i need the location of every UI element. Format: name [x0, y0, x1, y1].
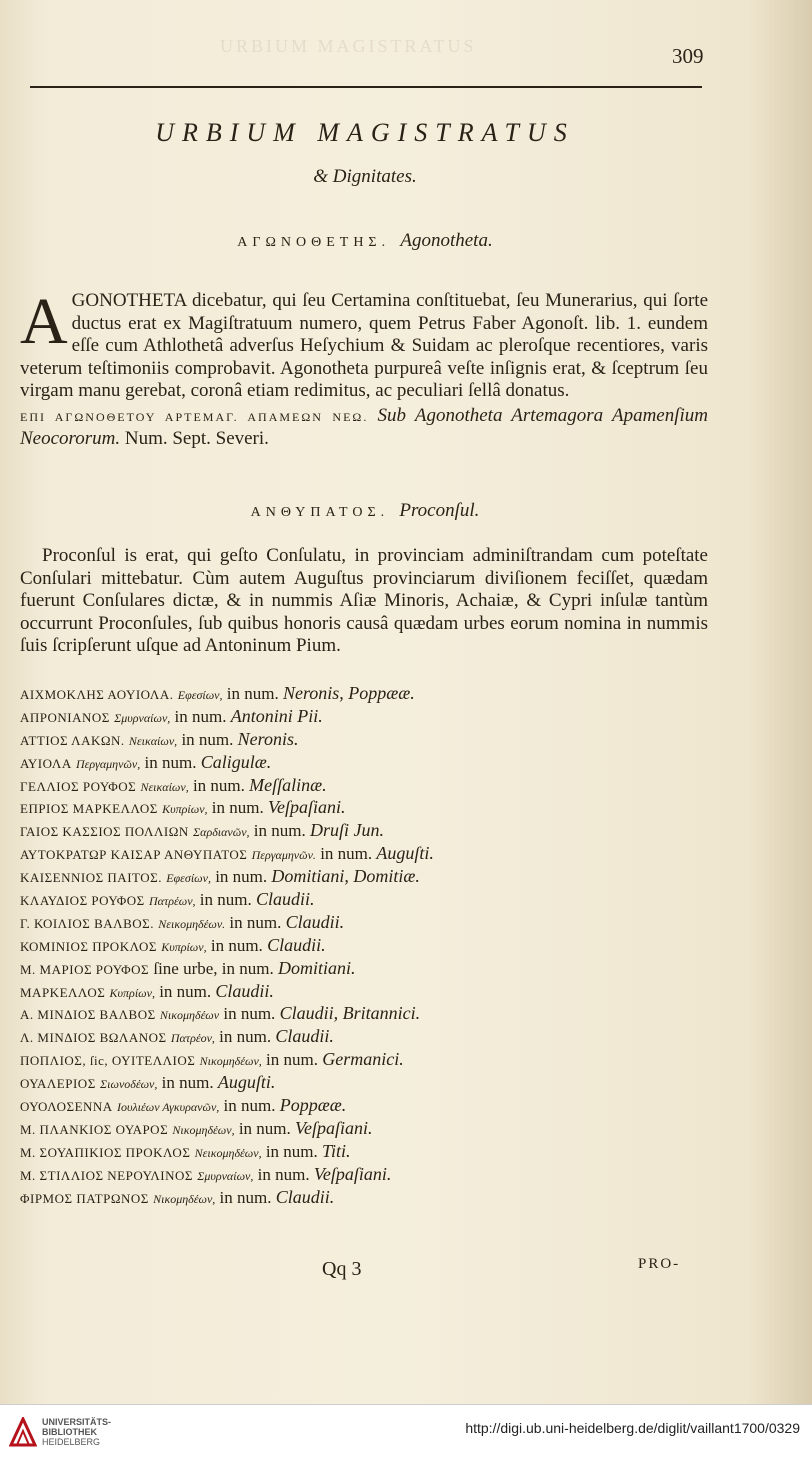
list-item: ΟΥΑΛΕΡΙΟΣ Σιωνοδέων, in num. Auguſti.: [20, 1072, 276, 1093]
list-item: ΑΥΤΟΚΡΑΤΩΡ ΚΑΙΣΑΡ ΑΝΘΥΠΑΤΟΣ Περγαμηνῶν. in num. Auguſti.: [20, 843, 434, 864]
list-item: ΑΙΧΜΟΚΛΗΣ ΑΟΥΙΟΛΑ. Εφεσίων, in num. Neronis, Poppææ.: [20, 683, 415, 703]
section-heading-agonotheta: [0, 230, 730, 252]
list-item: Μ. ΜΑΡΙΟΣ ΡΟΥΦΟΣ ſine urbe, in num. Domitiani.: [20, 957, 356, 978]
show-through-text: URBIUM MAGISTRATUS: [220, 36, 477, 56]
drop-cap: A: [20, 285, 68, 358]
catchword: PRO-: [638, 1256, 681, 1272]
citation-tail: Num. Sept. Severi.: [124, 428, 269, 449]
header-rule: [30, 86, 702, 88]
coin-list: [20, 683, 720, 1209]
list-item: Μ. ΣΟΥΑΠΙΚΙΟΣ ΠΡΟΚΛΟΣ Νεικομηδέων, in num. Titi.: [20, 1140, 351, 1161]
heading-latin: Proconſul.: [399, 500, 480, 521]
list-item: ΟΥΟΛΟΣΕΝΝΑ Ιουλιέων Αγκυρανῶν, in num. Poppææ.: [20, 1095, 347, 1116]
heading-latin: Agonotheta.: [400, 230, 493, 251]
university-logo-icon[interactable]: [9, 1417, 37, 1447]
list-item: ΦΙΡΜΟΣ ΠΑΤΡΩΝΟΣ Νικομηδέων, in num. Claudii.: [20, 1186, 335, 1207]
page-title: URBIUM MAGISTRATUS: [155, 118, 575, 147]
paragraph-text: GONOTHETA dicebatur, qui ſeu Certamina conſtituebat, ſeu Munerarius, qui ſorte ductus erat ex Magiſtratuum numero, quem Petrus Faber Agonoſt. lib. 1. eundem eſſe cum Athlothetâ adverſus Heſychium & Suidam ac pleroſque recentiores, varis veterum teſtimoniis comprobavit. Agonotheta purpureâ veſte inſignis erat, & ſceptrum ſeu virgam manu gerebat, coronâ etiam redimitus, ac peculiari ſellâ donatus.: [20, 290, 708, 401]
citation: [20, 405, 708, 451]
list-item: ΚΑΙΣΕΝΝΙΟΣ ΠΑΙΤΟΣ. Εφεσίων, in num. Domitiani, Domitiæ.: [20, 866, 420, 887]
list-item: ΓΕΛΛΙΟΣ ΡΟΥΦΟΣ Νεικαίων, in num. Meſſalinæ.: [20, 774, 327, 795]
list-item: ΜΑΡΚΕΛΛΟΣ Κυπρίων, in num. Claudii.: [20, 980, 274, 1001]
signature-mark: Qq 3: [322, 1258, 362, 1280]
citation-greek: ΕΠΙ ΑΓΩΝΟΘΕΤΟΥ ΑΡΤΕΜΑΓ. ΑΠΑΜΕΩΝ ΝΕΩ.: [20, 409, 369, 424]
list-item: ΑΥΙΟΛΑ Περγαμηνῶν, in num. Caligulæ.: [20, 751, 272, 772]
list-item: Γ. ΚΟΙΛΙΟΣ ΒΑΛΒΟΣ. Νεικομηδέων. in num. Claudii.: [20, 911, 345, 932]
list-item: ΑΤΤΙΟΣ ΛΑΚΩΝ. Νεικαίων, in num. Neronis.: [20, 728, 299, 749]
list-item: ΑΠΡΟΝΙΑΝΟΣ Σμυρναίων, in num. Antonini Pii.: [20, 705, 323, 726]
list-item: ΚΛΑΥΔΙΟΣ ΡΟΥΦΟΣ Πατρέων, in num. Claudii.: [20, 889, 315, 910]
list-item: ΚΟΜΙΝΙΟΣ ΠΡΟΚΛΟΣ Κυπρίων, in num. Claudii.: [20, 934, 326, 955]
paragraph-agonotheta: [20, 285, 708, 451]
page-number: 309: [672, 44, 704, 68]
list-item: Μ. ΣΤΙΛΛΙΟΣ ΝΕΡΟΥΛΙΝΟΣ Σμυρναίων, in num. Veſpaſiani.: [20, 1163, 392, 1184]
viewer-footer: [0, 1404, 812, 1464]
paragraph-proconsul: Proconſul is erat, qui geſto Conſulatu, in provinciam adminiſtrandam cum poteſtate Conſulari mittebatur. Cùm autem Auguſtus provinciarum diviſionem feciſſet, quædam fuerunt Conſulares dictæ, & in nummis Aſiæ Minoris, Achaiæ, & Cypri inſulæ tantùm occurrunt Proconſules, ſub quibus honoris causâ quædam urbes eorum nomina in nummis ſuis ſcripſerunt uſque ad Antoninum Pium.: [20, 545, 708, 656]
library-logo-text[interactable]: UNIVERSITÄTS- BIBLIOTHEK HEIDELBERG: [42, 1417, 112, 1447]
heading-greek: ΑΝΘΥΠΑΤΟΣ.: [250, 505, 390, 520]
list-item: Λ. ΜΙΝΔΙΟΣ ΒΩΛΑΝΟΣ Πατρέον, in num. Claudii.: [20, 1026, 334, 1047]
permalink-url[interactable]: http://digi.ub.uni-heidelberg.de/diglit/vaillant1700/0329: [465, 1420, 800, 1436]
page-subtitle: & Dignitates.: [313, 166, 417, 187]
heading-greek: ΑΓΩΝΟΘΕΤΗΣ.: [237, 235, 391, 250]
list-item: ΠΟΠΛΙΟΣ, ſic, ΟΥΙΤΕΛΛΙΟΣ Νικομηδέων, in num. Germanici.: [20, 1049, 404, 1070]
list-item: Μ. ΠΛΑΝΚΙΟΣ ΟΥΑΡΟΣ Νικομηδέων, in num. Veſpaſiani.: [20, 1117, 373, 1138]
list-item: ΕΠΡΙΟΣ ΜΑΡΚΕΛΛΟΣ Κυπρίων, in num. Veſpaſiani.: [20, 797, 346, 818]
citation-latin: Sub Agonotheta Artemagora Apamenſium Neocororum.: [20, 404, 708, 449]
section-heading-proconsul: [0, 500, 730, 522]
list-item: ΓΑΙΟΣ ΚΑΣΣΙΟΣ ΠΟΛΛΙΩΝ Σαρδιανῶν, in num. Druſi Jun.: [20, 820, 384, 841]
list-item: Α. ΜΙΝΔΙΟΣ ΒΑΛΒΟΣ Νικομηδέων in num. Claudii, Britannici.: [20, 1003, 421, 1024]
